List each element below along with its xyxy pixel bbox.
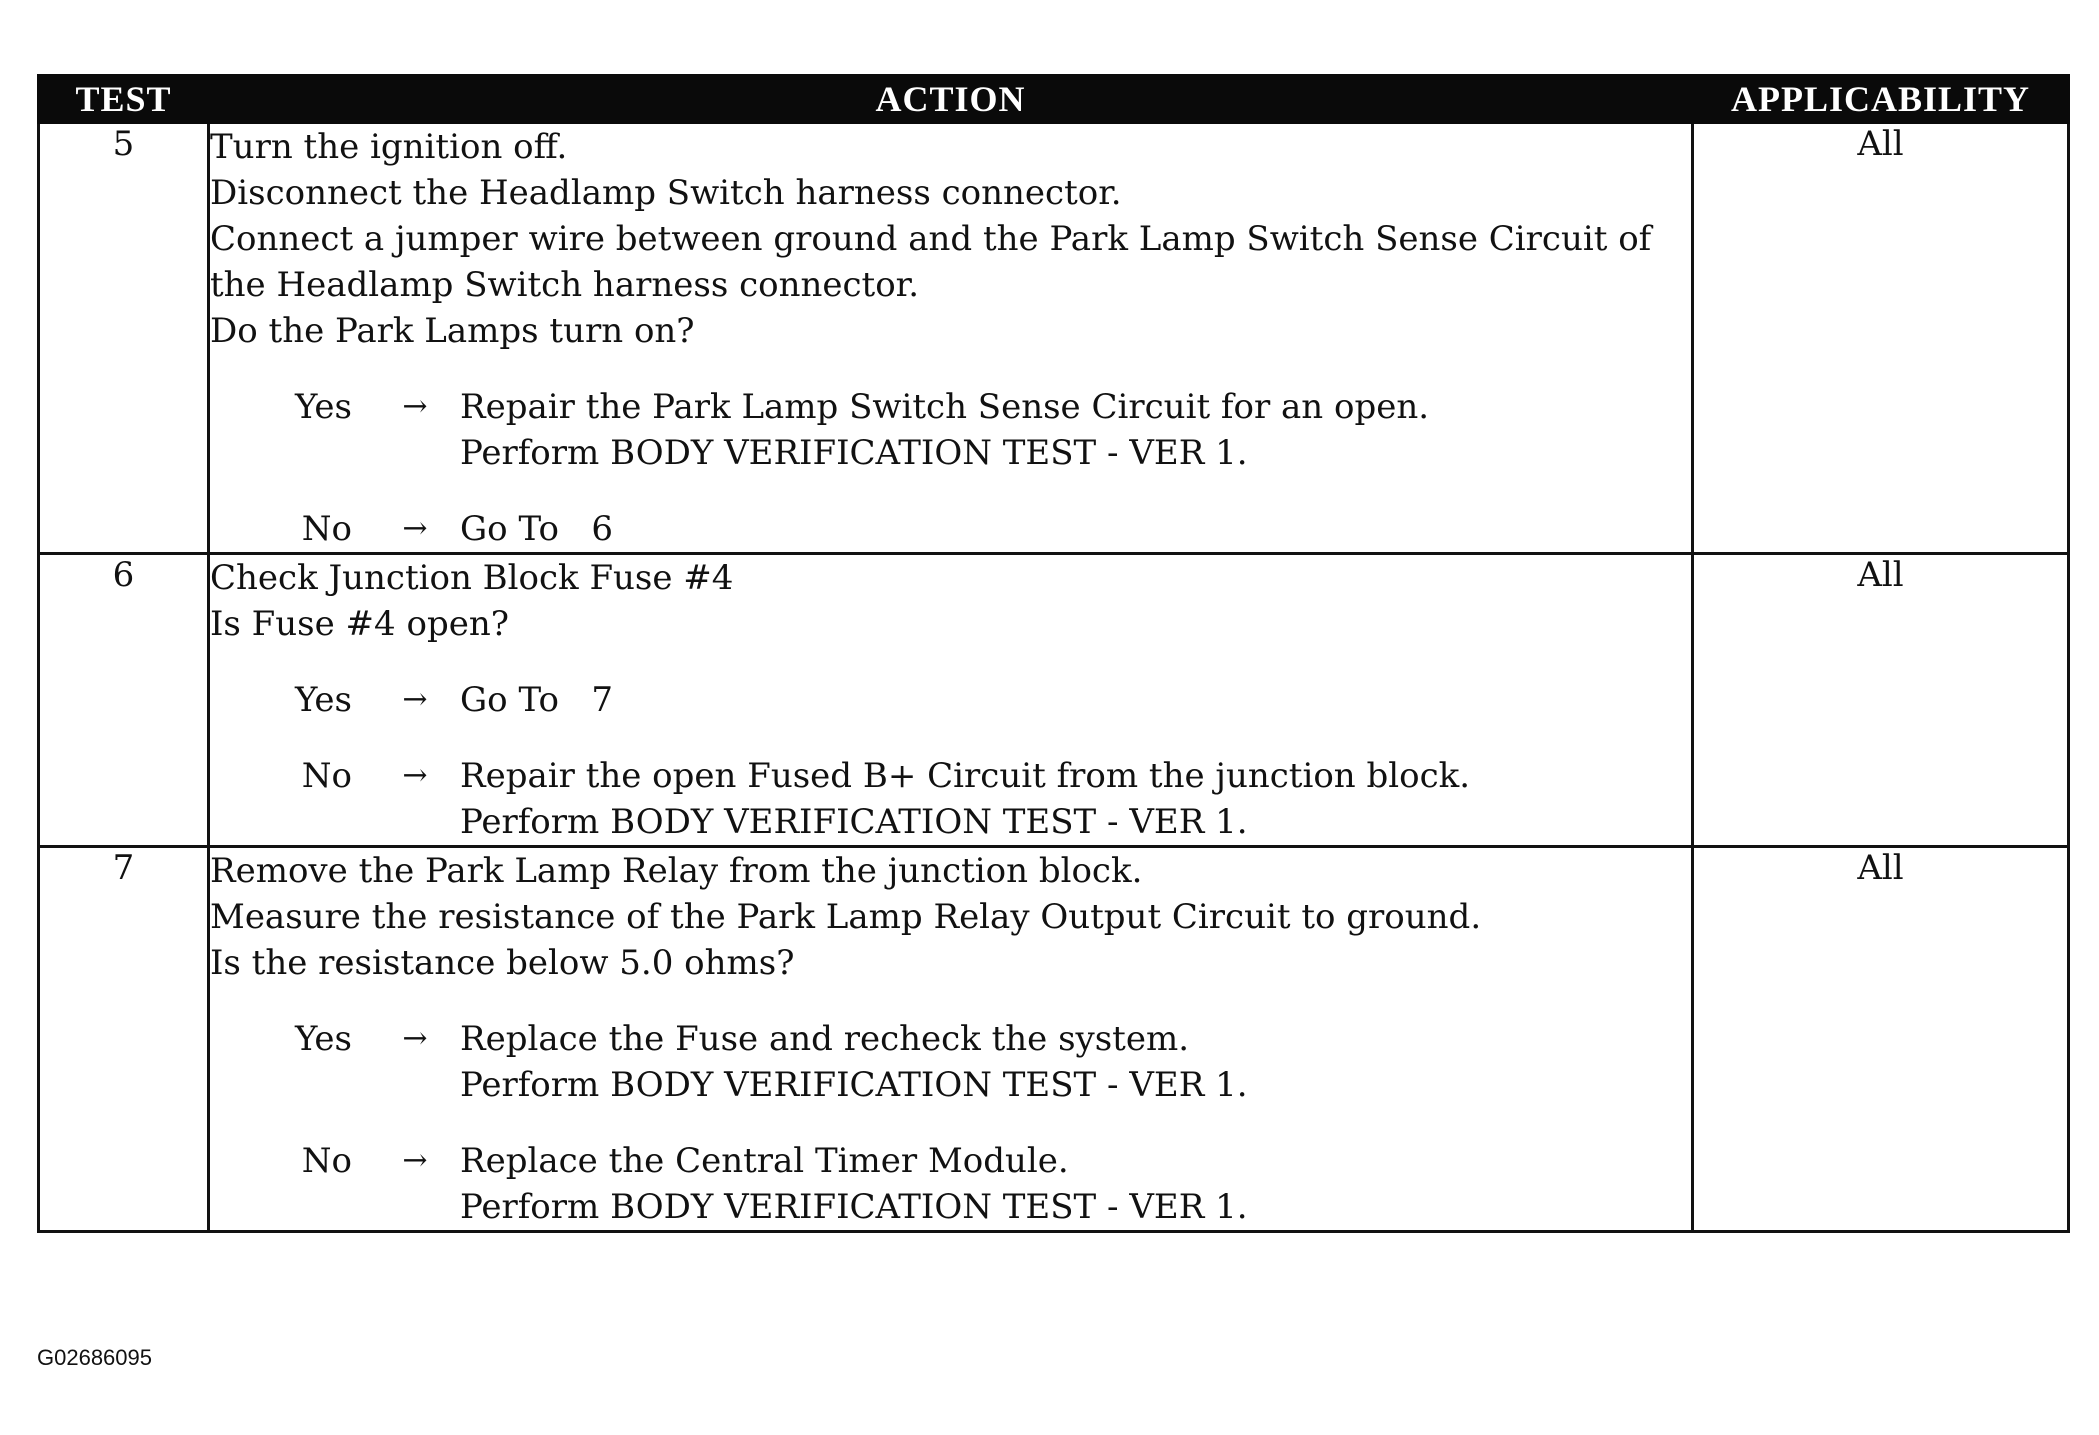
applicability-value: All (1693, 124, 2069, 554)
outcome-answer: No (301, 509, 352, 549)
outcome-result (460, 506, 1691, 552)
test-number: 6 (39, 554, 209, 847)
outcome-yes (210, 384, 1691, 476)
outcome-answer: Yes (294, 680, 352, 720)
action-step: Turn the ignition off. (210, 127, 568, 167)
action-step: Is Fuse #4 open? (210, 604, 509, 644)
arrow-right-icon: → (402, 511, 428, 546)
action-step: Remove the Park Lamp Relay from the junction block. (210, 851, 1143, 891)
arrow-right-icon: → (402, 1143, 428, 1178)
header-applicability: APPLICABILITY (1693, 74, 2069, 124)
table-row (39, 124, 2069, 554)
outcome-result-line: Perform BODY VERIFICATION TEST - VER 1. (460, 433, 1248, 473)
action-step: Measure the resistance of the Park Lamp Relay Output Circuit to ground. (210, 897, 1482, 937)
action-step: Check Junction Block Fuse #4 (210, 558, 734, 598)
arrow-right-icon: → (402, 1021, 428, 1056)
outcome-result-line: Replace the Fuse and recheck the system. (460, 1019, 1190, 1059)
outcome-result-line: Perform BODY VERIFICATION TEST - VER 1. (460, 1187, 1248, 1227)
outcome-yes (210, 1016, 1691, 1108)
header-action: ACTION (209, 74, 1693, 124)
outcome-result-line: Go To 7 (460, 680, 613, 720)
action-step: the Headlamp Switch harness connector. (210, 265, 920, 305)
outcome-result (460, 753, 1691, 845)
table-body (39, 124, 2069, 1232)
action-step: Is the resistance below 5.0 ohms? (210, 943, 795, 983)
diagnostic-table (37, 74, 2070, 1233)
outcome-result-line: Repair the Park Lamp Switch Sense Circuit for an open. (460, 387, 1430, 427)
header-test: TEST (39, 74, 209, 124)
table-row (39, 847, 2069, 1232)
test-number: 7 (39, 847, 209, 1232)
outcome-result-line: Replace the Central Timer Module. (460, 1141, 1069, 1181)
action-step: Connect a jumper wire between ground and the Park Lamp Switch Sense Circuit of (210, 219, 1652, 259)
outcome-result (460, 677, 1691, 723)
outcome-list (210, 677, 1691, 845)
outcome-no (210, 753, 1691, 845)
outcome-list (210, 384, 1691, 552)
arrow-right-icon: → (402, 682, 428, 717)
test-number: 5 (39, 124, 209, 554)
applicability-value: All (1693, 554, 2069, 847)
outcome-list (210, 1016, 1691, 1230)
outcome-result-line: Perform BODY VERIFICATION TEST - VER 1. (460, 802, 1248, 842)
table-header (39, 74, 2069, 124)
outcome-answer: No (301, 1141, 352, 1181)
action-step: Disconnect the Headlamp Switch harness connector. (210, 173, 1122, 213)
outcome-result-line: Go To 6 (460, 509, 613, 549)
outcome-result (460, 1016, 1691, 1108)
arrow-right-icon: → (402, 758, 428, 793)
outcome-result (460, 1138, 1691, 1230)
arrow-right-icon: → (402, 389, 428, 424)
action-cell (209, 124, 1693, 554)
table-row (39, 554, 2069, 847)
outcome-no (210, 506, 1691, 552)
outcome-answer: Yes (294, 1019, 352, 1059)
diagnostic-test-sheet (37, 74, 2067, 1233)
action-cell (209, 554, 1693, 847)
outcome-yes (210, 677, 1691, 723)
outcome-result-line: Repair the open Fused B+ Circuit from the junction block. (460, 756, 1471, 796)
applicability-value: All (1693, 847, 2069, 1232)
outcome-answer: No (301, 756, 352, 796)
outcome-result-line: Perform BODY VERIFICATION TEST - VER 1. (460, 1065, 1248, 1105)
outcome-result (460, 384, 1691, 476)
outcome-answer: Yes (294, 387, 352, 427)
outcome-no (210, 1138, 1691, 1230)
figure-code: G02686095 (37, 1345, 152, 1370)
action-cell (209, 847, 1693, 1232)
action-step: Do the Park Lamps turn on? (210, 311, 695, 351)
